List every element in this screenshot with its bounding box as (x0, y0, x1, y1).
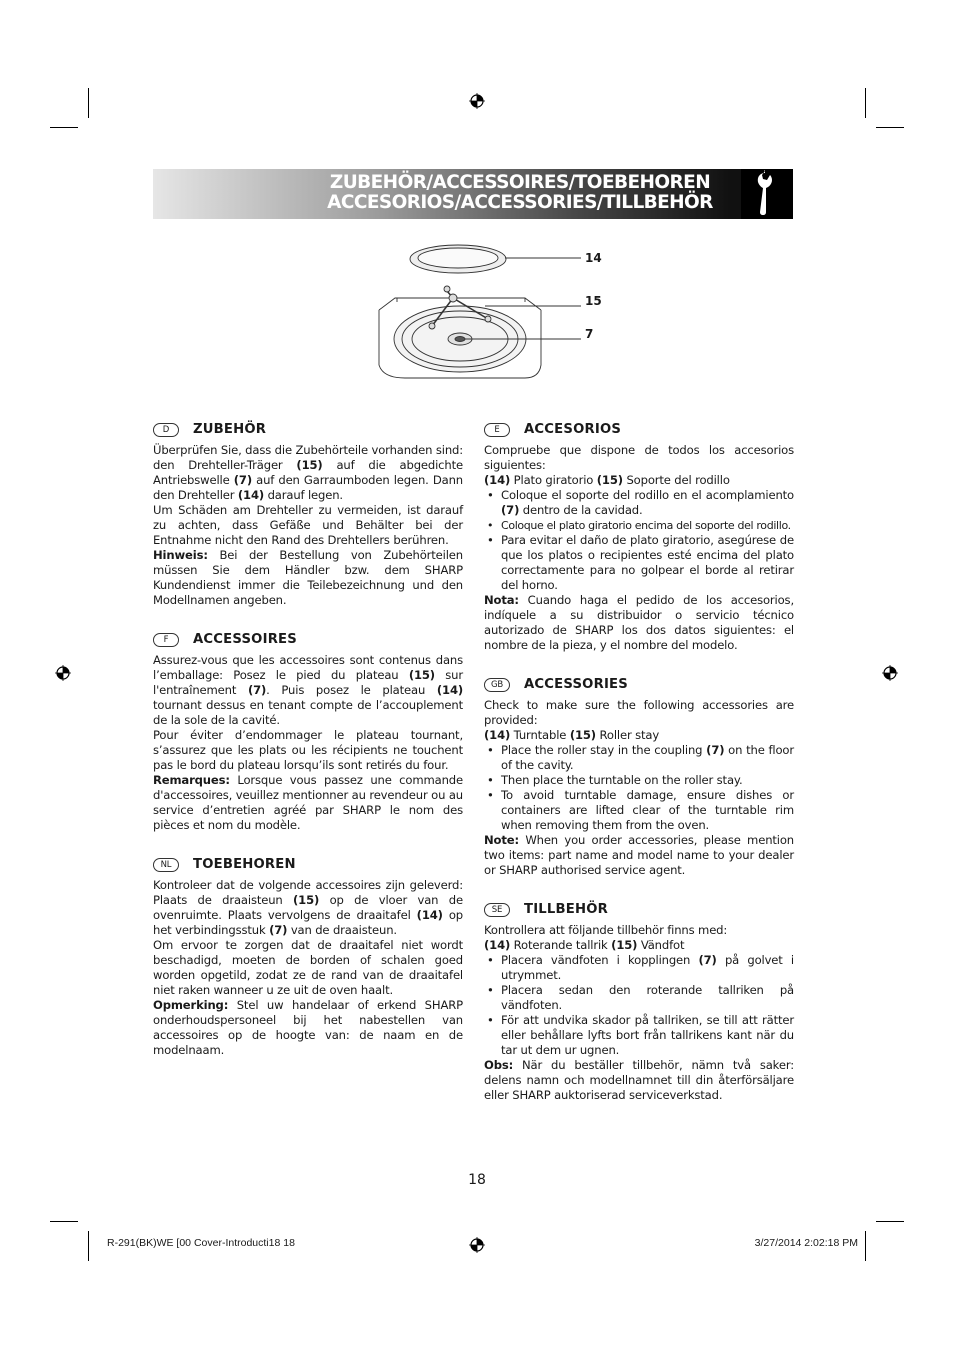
callout-label-14: 14 (585, 251, 602, 265)
bullet-list (484, 743, 794, 833)
paragraph: Überprüfen Sie, dass die Zubehörteile vorhanden sind: den Drehteller-Träger (15) auf die abgedichte Antriebswelle (7) auf den Garraumboden legen. Dann den Drehteller (14) darauf legen. (153, 443, 463, 502)
crop-mark (50, 127, 78, 128)
title-banner (153, 169, 793, 219)
right-column (484, 422, 794, 1127)
page-title (305, 173, 735, 213)
language-badge: NL (153, 858, 179, 872)
paragraph: Om ervoor te zorgen dat de draaitafel niet wordt beschadigd, moeten de borden of schalen goed worden opgetild, zodat ze de rand van de draaitafel niet raken wanneer u ze uit de oven haalt. (153, 938, 463, 997)
list-item: • Placera sedan den roterande tallriken på vändfoten. (484, 983, 794, 1013)
callout-label-7: 7 (585, 327, 594, 341)
title-line-1: ZUBEHÖR/ACCESSOIRES/TOEBEHOREN (329, 172, 711, 193)
bullet-list (484, 488, 794, 593)
section-es (484, 422, 794, 653)
crop-mark (876, 127, 904, 128)
registration-mark-icon (55, 665, 71, 681)
registration-mark-icon (469, 1237, 485, 1253)
section-title: TILLBEHÖR (524, 902, 608, 917)
paragraph: Pour éviter d’endommager le plateau tournant, s’assurez que les plats ou les récipients ne touchent pas le bord du plateau lorsqu’ils sont retirés du four. (153, 728, 463, 772)
list-item: • För att undvika skador på tallriken, se till att rätter eller behållare lyfts bort från tallrikens kant när du tar ut dem ur ugnen. (484, 1013, 794, 1058)
paragraph: Kontrollera att följande tillbehör finns med: (484, 923, 728, 937)
section-title: ZUBEHÖR (193, 422, 267, 437)
section-title: TOEBEHOREN (193, 857, 296, 872)
language-badge: SE (484, 903, 510, 917)
parts-list: (14) Roterande tallrik (15) Vändfot (484, 938, 685, 952)
paragraph: Um Schäden am Drehteller zu vermeiden, ist darauf zu achten, dass Gefäße und Behälter bei der Entnahme nicht den Rand des Drehtellers berühren. (153, 503, 463, 547)
paragraph: Compruebe que dispone de todos los accesorios siguientes: (484, 443, 794, 472)
footer-timestamp: 3/27/2014 2:02:18 PM (754, 1237, 858, 1249)
section-se (484, 902, 794, 1103)
paragraph: Kontroleer dat de volgende accessoires zijn geleverd: Plaats de draaisteun (15) op de vloer van de ovenruimte. Plaats vervolgens de draaitafel (14) op het verbindingsstuk (7) van de draaisteun. (153, 878, 463, 937)
paragraph: Assurez-vous que les accessoires sont contenus dans l’emballage: Posez le pied du plateau (15) sur l'entraînement (7). Puis posez le plateau (14) tournant dessus en tenant compte de l’accouplement de la sole de la cavité. (153, 653, 464, 727)
registration-mark-icon (469, 93, 485, 109)
language-badge: GB (484, 678, 510, 692)
registration-mark-icon (882, 665, 898, 681)
crop-mark (876, 1221, 904, 1222)
list-item: • Coloque el plato giratorio encima del soporte del rodillo. (484, 518, 794, 533)
crop-mark (88, 88, 89, 118)
crop-mark (865, 88, 866, 118)
left-column (153, 422, 463, 1082)
language-badge: F (153, 633, 179, 647)
language-badge: D (153, 423, 179, 437)
note: Opmerking: Stel uw handelaar of erkend SHARP onderhoudspersoneel bij het nabestellen van accessoires op de hoogte van: de naam en de modelnaam. (153, 998, 463, 1057)
section-gb (484, 677, 794, 878)
note: Hinweis: Bei der Bestellung von Zubehörteilen müssen Sie dem Händler bzw. dem SHARP Kundendienst immer die Teilebezeichnung und den Modellnamen angeben. (153, 548, 463, 607)
list-item: • To avoid turntable damage, ensure dishes or containers are lifted clear of the turntable rim when removing them from the oven. (484, 788, 794, 833)
section-title: ACCESSORIES (524, 677, 628, 692)
spanner-icon (741, 169, 793, 219)
parts-list: (14) Plato giratorio (15) Soporte del rodillo (484, 473, 730, 487)
note: Note: When you order accessories, please mention two items: part name and model name to your dealer or SHARP authorised service agent. (484, 833, 794, 877)
list-item: • Placera vändfoten i kopplingen (7) på golvet i utrymmet. (484, 953, 794, 983)
section-de (153, 422, 463, 608)
title-line-2: ACCESORIOS/ACCESSORIES/TILLBEHÖR (327, 192, 713, 213)
callout-label-15: 15 (585, 294, 602, 308)
crop-mark (865, 1231, 866, 1261)
crop-mark (50, 1221, 78, 1222)
note: Remarques: Lorsque vous passez une commande d'accessoires, veuillez mentionner au revendeur ou au service d’entretien agréé par SHARP le nom des pièces et nom du modèle. (153, 773, 463, 832)
section-title: ACCESSOIRES (193, 632, 297, 647)
crop-mark (88, 1231, 89, 1261)
footer-file-info: R-291(BK)WE [00 Cover-Introducti18 18 (107, 1237, 295, 1249)
paragraph: Check to make sure the following accessories are provided: (484, 698, 794, 727)
turntable-illustration (375, 240, 605, 382)
list-item: • Coloque el soporte del rodillo en el acomplamiento (7) dentro de la cavidad. (484, 488, 794, 518)
list-item: • Place the roller stay in the coupling (7) on the floor of the cavity. (484, 743, 794, 773)
list-item: • Para evitar el daño de plato giratorio, asegúrese de que los platos o recipientes esté encima del plato correctamente para no golpear el borde al retirar del horno. (484, 533, 794, 593)
page-number: 18 (468, 1172, 486, 1188)
language-badge: E (484, 423, 510, 437)
note: Nota: Cuando haga el pedido de los accesorios, indíquele a su distribuidor o servicio técnico autorizado de SHARP los dos datos siguientes: el nombre de la pieza, y el nombre del modelo. (484, 593, 794, 652)
list-item: • Then place the turntable on the roller stay. (484, 773, 794, 788)
note: Obs: När du beställer tillbehör, nämn två saker: delens namn och modellnamnet till din återförsäljare eller SHARP auktoriserad serviceverkstad. (484, 1058, 794, 1102)
section-fr (153, 632, 463, 833)
bullet-list (484, 953, 794, 1058)
section-title: ACCESORIOS (524, 422, 622, 437)
parts-list: (14) Turntable (15) Roller stay (484, 728, 660, 742)
section-nl (153, 857, 463, 1058)
